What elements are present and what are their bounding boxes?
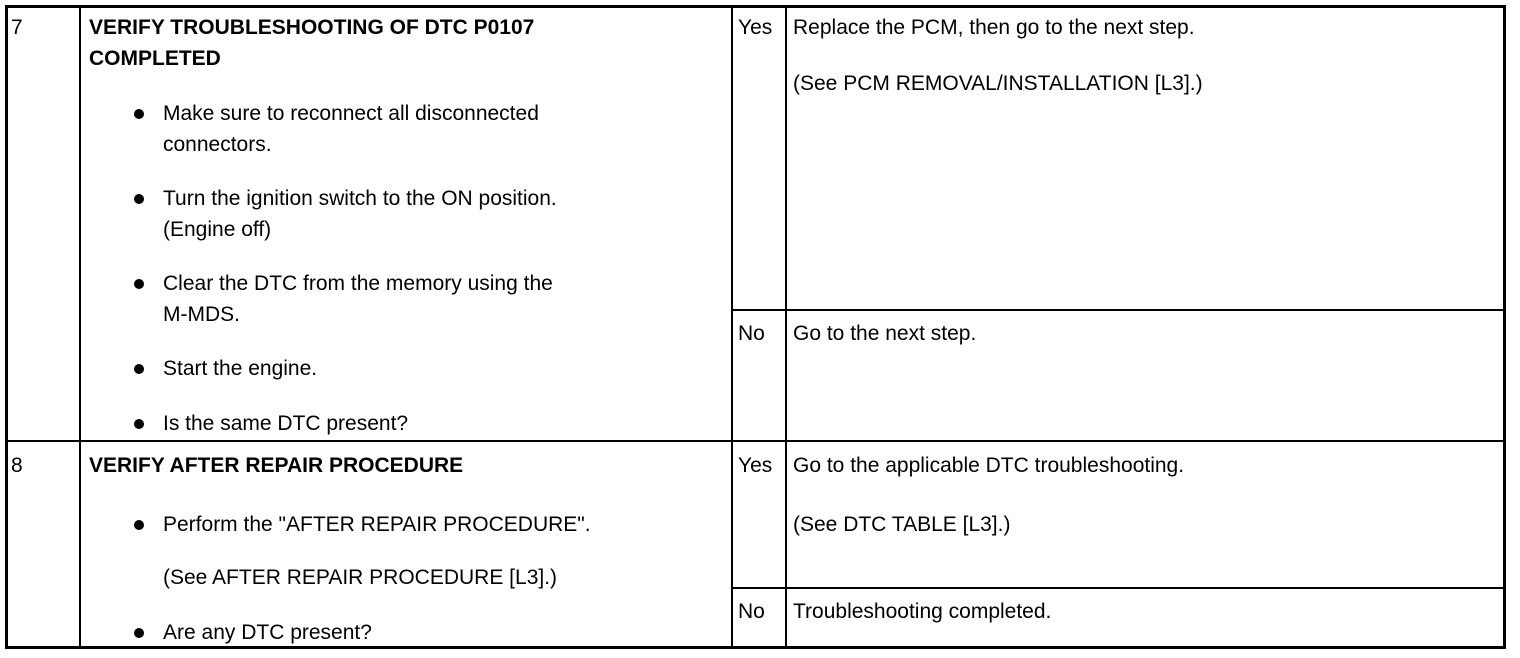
bullet-icon <box>134 364 144 374</box>
bullet-text: Start the engine. <box>163 357 318 380</box>
step-title-continued: COMPLETED <box>89 47 221 70</box>
column-divider-yesno <box>731 5 733 649</box>
bullet-icon <box>134 279 144 289</box>
bullet-text-continued: M-MDS. <box>163 303 240 326</box>
bullet-text: Turn the ignition switch to the ON position. <box>163 187 557 210</box>
row8-yes-no-divider <box>731 587 1506 589</box>
yes-reference: (See PCM REMOVAL/INSTALLATION [L3].) <box>793 72 1203 95</box>
bullet-text: Are any DTC present? <box>163 621 372 644</box>
bullet-text: Perform the "AFTER REPAIR PROCEDURE". <box>163 513 591 536</box>
column-divider-step <box>79 5 81 649</box>
step-title: VERIFY TROUBLESHOOTING OF DTC P0107 <box>89 16 535 39</box>
no-label: No <box>738 322 765 345</box>
step-number: 7 <box>11 16 23 39</box>
bullet-text-continued: (Engine off) <box>163 218 272 241</box>
yes-action: Go to the applicable DTC troubleshooting. <box>793 454 1185 477</box>
step-title: VERIFY AFTER REPAIR PROCEDURE <box>89 454 464 477</box>
no-action: Go to the next step. <box>793 322 977 345</box>
bullet-text: Clear the DTC from the memory using the <box>163 272 553 295</box>
yes-label: Yes <box>738 16 773 39</box>
no-label: No <box>738 600 765 623</box>
bullet-icon <box>134 109 144 119</box>
step-note: (See AFTER REPAIR PROCEDURE [L3].) <box>163 566 558 589</box>
yes-label: Yes <box>738 454 773 477</box>
column-divider-action <box>785 5 787 649</box>
yes-reference: (See DTC TABLE [L3].) <box>793 513 1011 536</box>
no-action: Troubleshooting completed. <box>793 600 1052 623</box>
step-number: 8 <box>11 454 23 477</box>
bullet-icon <box>134 194 144 204</box>
yes-action: Replace the PCM, then go to the next step. <box>793 16 1195 39</box>
bullet-icon <box>134 520 144 530</box>
bullet-text: Make sure to reconnect all disconnected <box>163 102 539 125</box>
bullet-icon <box>134 628 144 638</box>
row7-yes-no-divider <box>731 309 1506 311</box>
bullet-icon <box>134 419 144 429</box>
row-divider <box>5 440 1506 442</box>
bullet-text-continued: connectors. <box>163 133 272 156</box>
bullet-text: Is the same DTC present? <box>163 412 409 435</box>
